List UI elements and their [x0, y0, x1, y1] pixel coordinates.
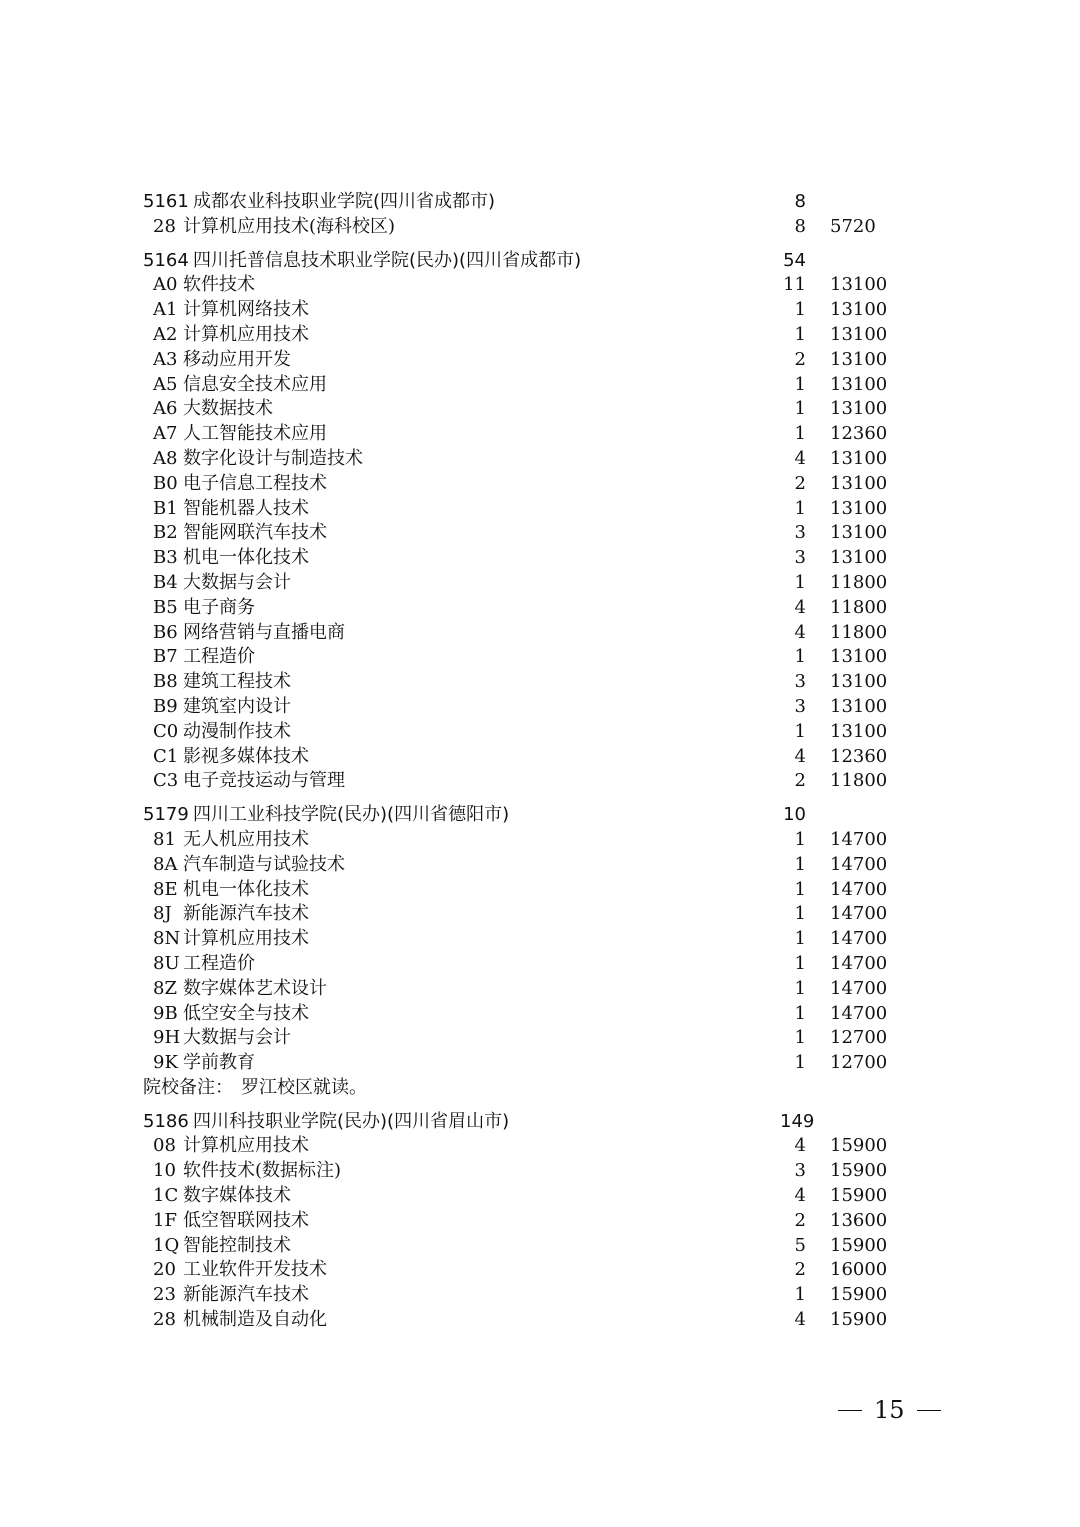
major-name: 信息安全技术应用 — [183, 373, 327, 395]
major-quota: 8 — [794, 215, 806, 237]
major-name: 建筑室内设计 — [183, 695, 291, 717]
major-row — [0, 670, 1080, 695]
school-quota: 10 — [783, 804, 806, 826]
school-code: 5179 — [143, 804, 189, 826]
school-quota: 149 — [780, 1110, 815, 1132]
major-row — [0, 927, 1080, 952]
major-fee: 13100 — [830, 373, 888, 395]
major-row — [0, 1002, 1080, 1027]
major-fee: 11800 — [830, 596, 888, 618]
major-code: A7 — [153, 423, 178, 445]
major-fee: 13100 — [830, 695, 888, 717]
major-code: 8E — [153, 878, 178, 900]
admission-plan-list — [0, 190, 1080, 1333]
page-number: 15 — [874, 1396, 905, 1424]
major-fee: 14700 — [830, 928, 888, 950]
major-fee: 11800 — [830, 621, 888, 643]
major-quota: 3 — [794, 695, 806, 717]
major-row — [0, 1283, 1080, 1308]
major-quota: 2 — [794, 1259, 806, 1281]
major-name: 大数据技术 — [183, 398, 273, 420]
school-quota: 54 — [783, 249, 806, 271]
major-fee: 12700 — [830, 1027, 888, 1049]
major-code: A0 — [153, 274, 178, 296]
major-fee: 12700 — [830, 1052, 888, 1074]
footer-dash-right — [917, 1410, 941, 1411]
school-code: 5186 — [143, 1110, 189, 1132]
major-fee: 11800 — [830, 571, 888, 593]
major-row — [0, 1234, 1080, 1259]
major-name: 计算机网络技术 — [183, 299, 309, 321]
major-fee: 13100 — [830, 348, 888, 370]
major-row — [0, 1051, 1080, 1076]
major-quota: 1 — [794, 299, 806, 321]
major-row — [0, 1184, 1080, 1209]
major-quota: 1 — [794, 423, 806, 445]
major-row — [0, 1134, 1080, 1159]
school-code: 5161 — [143, 191, 189, 212]
major-row — [0, 521, 1080, 546]
major-fee: 12360 — [830, 423, 888, 445]
school-name: 四川科技职业学院(民办)(四川省眉山市) — [193, 1110, 510, 1132]
major-name: 网络营销与直播电商 — [183, 621, 345, 643]
major-row — [0, 298, 1080, 323]
major-code: 10 — [153, 1160, 176, 1182]
school-code: 5164 — [143, 249, 189, 271]
major-quota: 2 — [794, 348, 806, 370]
major-code: 81 — [153, 828, 176, 850]
major-code: 9K — [153, 1052, 178, 1074]
major-quota: 1 — [794, 952, 806, 974]
major-name: 工程造价 — [183, 646, 255, 668]
major-row — [0, 472, 1080, 497]
school-quota: 8 — [794, 191, 806, 212]
major-name: 动漫制作技术 — [183, 720, 291, 742]
major-quota: 1 — [794, 903, 806, 925]
major-quota: 2 — [794, 1209, 806, 1231]
major-code: B2 — [153, 522, 178, 544]
major-quota: 1 — [794, 828, 806, 850]
major-row — [0, 373, 1080, 398]
major-row — [0, 769, 1080, 794]
major-code: B0 — [153, 472, 178, 494]
school-header-row — [0, 1110, 1080, 1135]
major-quota: 4 — [794, 621, 806, 643]
major-row — [0, 273, 1080, 298]
major-code: B1 — [153, 497, 178, 519]
major-row — [0, 977, 1080, 1002]
school-name: 四川工业科技学院(民办)(四川省德阳市) — [193, 804, 510, 826]
major-code: 08 — [153, 1135, 176, 1157]
major-fee: 14700 — [830, 977, 888, 999]
major-fee: 13100 — [830, 472, 888, 494]
major-quota: 1 — [794, 853, 806, 875]
major-name: 计算机应用技术 — [183, 928, 309, 950]
major-code: 8U — [153, 952, 180, 974]
major-row — [0, 745, 1080, 770]
major-code: 23 — [153, 1284, 176, 1306]
major-name: 机电一体化技术 — [183, 878, 309, 900]
school-header-row — [0, 803, 1080, 828]
school-header-row — [0, 190, 1080, 215]
major-name: 智能控制技术 — [183, 1234, 291, 1256]
major-code: B5 — [153, 596, 178, 618]
major-name: 建筑工程技术 — [183, 671, 291, 693]
major-quota: 3 — [794, 1160, 806, 1182]
major-code: B8 — [153, 671, 178, 693]
major-name: 新能源汽车技术 — [183, 903, 309, 925]
major-quota: 4 — [794, 447, 806, 469]
major-quota: 1 — [794, 1002, 806, 1024]
major-name: 大数据与会计 — [183, 571, 291, 593]
major-fee: 13100 — [830, 323, 888, 345]
major-code: C0 — [153, 720, 179, 742]
major-code: 9B — [153, 1002, 178, 1024]
major-row — [0, 348, 1080, 373]
school-note-text: 罗江校区就读。 — [241, 1076, 367, 1098]
major-fee: 15900 — [830, 1185, 888, 1207]
major-name: 移动应用开发 — [183, 348, 291, 370]
major-quota: 5 — [794, 1234, 806, 1256]
major-quota: 1 — [794, 373, 806, 395]
major-row — [0, 828, 1080, 853]
major-fee: 13100 — [830, 547, 888, 569]
major-quota: 1 — [794, 323, 806, 345]
major-name: 汽车制造与试验技术 — [183, 853, 345, 875]
major-quota: 4 — [794, 1185, 806, 1207]
major-row — [0, 447, 1080, 472]
major-code: C3 — [153, 770, 179, 792]
major-name: 电子竞技运动与管理 — [183, 770, 345, 792]
major-name: 电子商务 — [183, 596, 255, 618]
major-row — [0, 397, 1080, 422]
major-name: 电子信息工程技术 — [183, 472, 327, 494]
major-name: 软件技术(数据标注) — [183, 1160, 342, 1182]
major-quota: 3 — [794, 671, 806, 693]
major-name: 机械制造及自动化 — [183, 1309, 327, 1331]
major-quota: 3 — [794, 522, 806, 544]
major-fee: 13600 — [830, 1209, 888, 1231]
major-code: A6 — [153, 398, 178, 420]
major-code: B4 — [153, 571, 178, 593]
major-row — [0, 853, 1080, 878]
major-fee: 13100 — [830, 646, 888, 668]
major-fee: 15900 — [830, 1284, 888, 1306]
major-row — [0, 497, 1080, 522]
major-name: 计算机应用技术(海科校区) — [183, 215, 396, 237]
major-quota: 1 — [794, 720, 806, 742]
major-fee: 15900 — [830, 1135, 888, 1157]
major-name: 机电一体化技术 — [183, 547, 309, 569]
major-fee: 16000 — [830, 1259, 888, 1281]
major-row — [0, 1026, 1080, 1051]
major-code: 1Q — [153, 1234, 180, 1256]
major-name: 影视多媒体技术 — [183, 745, 309, 767]
major-fee: 12360 — [830, 745, 888, 767]
major-code: A5 — [153, 373, 178, 395]
major-quota: 1 — [794, 398, 806, 420]
major-quota: 4 — [794, 596, 806, 618]
major-row — [0, 422, 1080, 447]
school-note-row — [0, 1076, 1080, 1101]
major-name: 数字媒体技术 — [183, 1185, 291, 1207]
major-row — [0, 323, 1080, 348]
major-fee: 13100 — [830, 720, 888, 742]
major-fee: 14700 — [830, 1002, 888, 1024]
major-row — [0, 695, 1080, 720]
major-row — [0, 878, 1080, 903]
major-name: 数字媒体艺术设计 — [183, 977, 327, 999]
major-name: 新能源汽车技术 — [183, 1284, 309, 1306]
major-code: 28 — [153, 215, 176, 237]
major-fee: 13100 — [830, 522, 888, 544]
major-name: 人工智能技术应用 — [183, 423, 327, 445]
major-row — [0, 645, 1080, 670]
major-code: 8N — [153, 928, 181, 950]
major-quota: 1 — [794, 928, 806, 950]
major-fee: 13100 — [830, 398, 888, 420]
major-quota: 1 — [794, 571, 806, 593]
major-quota: 2 — [794, 472, 806, 494]
major-quota: 3 — [794, 547, 806, 569]
major-row — [0, 596, 1080, 621]
major-fee: 13100 — [830, 299, 888, 321]
footer-dash-left — [838, 1410, 862, 1411]
major-code: 20 — [153, 1259, 176, 1281]
school-header-row — [0, 249, 1080, 274]
major-row — [0, 1308, 1080, 1333]
major-row — [0, 1258, 1080, 1283]
major-quota: 1 — [794, 977, 806, 999]
major-quota: 1 — [794, 497, 806, 519]
major-code: A2 — [153, 323, 178, 345]
major-quota: 4 — [794, 745, 806, 767]
major-name: 大数据与会计 — [183, 1027, 291, 1049]
major-quota: 1 — [794, 1284, 806, 1306]
major-name: 工业软件开发技术 — [183, 1259, 327, 1281]
major-code: 8A — [153, 853, 178, 875]
major-fee: 11800 — [830, 770, 888, 792]
major-code: A8 — [153, 447, 178, 469]
major-code: B7 — [153, 646, 178, 668]
major-quota: 4 — [794, 1309, 806, 1331]
major-fee: 14700 — [830, 878, 888, 900]
major-row — [0, 215, 1080, 240]
major-fee: 15900 — [830, 1234, 888, 1256]
major-name: 学前教育 — [183, 1052, 255, 1074]
major-code: 8Z — [153, 977, 177, 999]
major-name: 计算机应用技术 — [183, 1135, 309, 1157]
major-fee: 13100 — [830, 447, 888, 469]
major-code: A3 — [153, 348, 178, 370]
major-row — [0, 720, 1080, 745]
major-name: 计算机应用技术 — [183, 323, 309, 345]
school-name: 成都农业科技职业学院(四川省成都市) — [193, 191, 496, 212]
page-footer — [838, 1392, 941, 1428]
major-code: B9 — [153, 695, 178, 717]
major-code: C1 — [153, 745, 179, 767]
major-name: 智能机器人技术 — [183, 497, 309, 519]
major-code: A1 — [153, 299, 178, 321]
major-row — [0, 571, 1080, 596]
major-quota: 4 — [794, 1135, 806, 1157]
major-row — [0, 621, 1080, 646]
major-quota: 1 — [794, 1027, 806, 1049]
major-name: 低空安全与技术 — [183, 1002, 309, 1024]
major-code: 9H — [153, 1027, 181, 1049]
major-fee: 14700 — [830, 903, 888, 925]
major-code: 1C — [153, 1185, 179, 1207]
major-fee: 14700 — [830, 853, 888, 875]
major-fee: 13100 — [830, 274, 888, 296]
major-quota: 11 — [783, 274, 806, 296]
major-row — [0, 952, 1080, 977]
major-code: B6 — [153, 621, 178, 643]
major-name: 数字化设计与制造技术 — [183, 447, 363, 469]
major-name: 智能网联汽车技术 — [183, 522, 327, 544]
major-name: 工程造价 — [183, 952, 255, 974]
major-quota: 1 — [794, 646, 806, 668]
major-code: 28 — [153, 1309, 176, 1331]
major-fee: 15900 — [830, 1309, 888, 1331]
major-row — [0, 902, 1080, 927]
major-row — [0, 546, 1080, 571]
major-fee: 13100 — [830, 671, 888, 693]
major-quota: 1 — [794, 1052, 806, 1074]
major-quota: 2 — [794, 770, 806, 792]
school-name: 四川托普信息技术职业学院(民办)(四川省成都市) — [193, 249, 582, 271]
major-code: 8J — [153, 903, 172, 925]
major-fee: 13100 — [830, 497, 888, 519]
major-fee: 14700 — [830, 828, 888, 850]
major-name: 软件技术 — [183, 274, 255, 296]
major-fee: 5720 — [830, 215, 876, 237]
major-fee: 14700 — [830, 952, 888, 974]
major-code: B3 — [153, 547, 178, 569]
major-row — [0, 1159, 1080, 1184]
major-code: 1F — [153, 1209, 177, 1231]
school-note-label: 院校备注： — [143, 1076, 233, 1098]
major-fee: 15900 — [830, 1160, 888, 1182]
major-row — [0, 1209, 1080, 1234]
major-name: 无人机应用技术 — [183, 828, 309, 850]
major-quota: 1 — [794, 878, 806, 900]
major-name: 低空智联网技术 — [183, 1209, 309, 1231]
